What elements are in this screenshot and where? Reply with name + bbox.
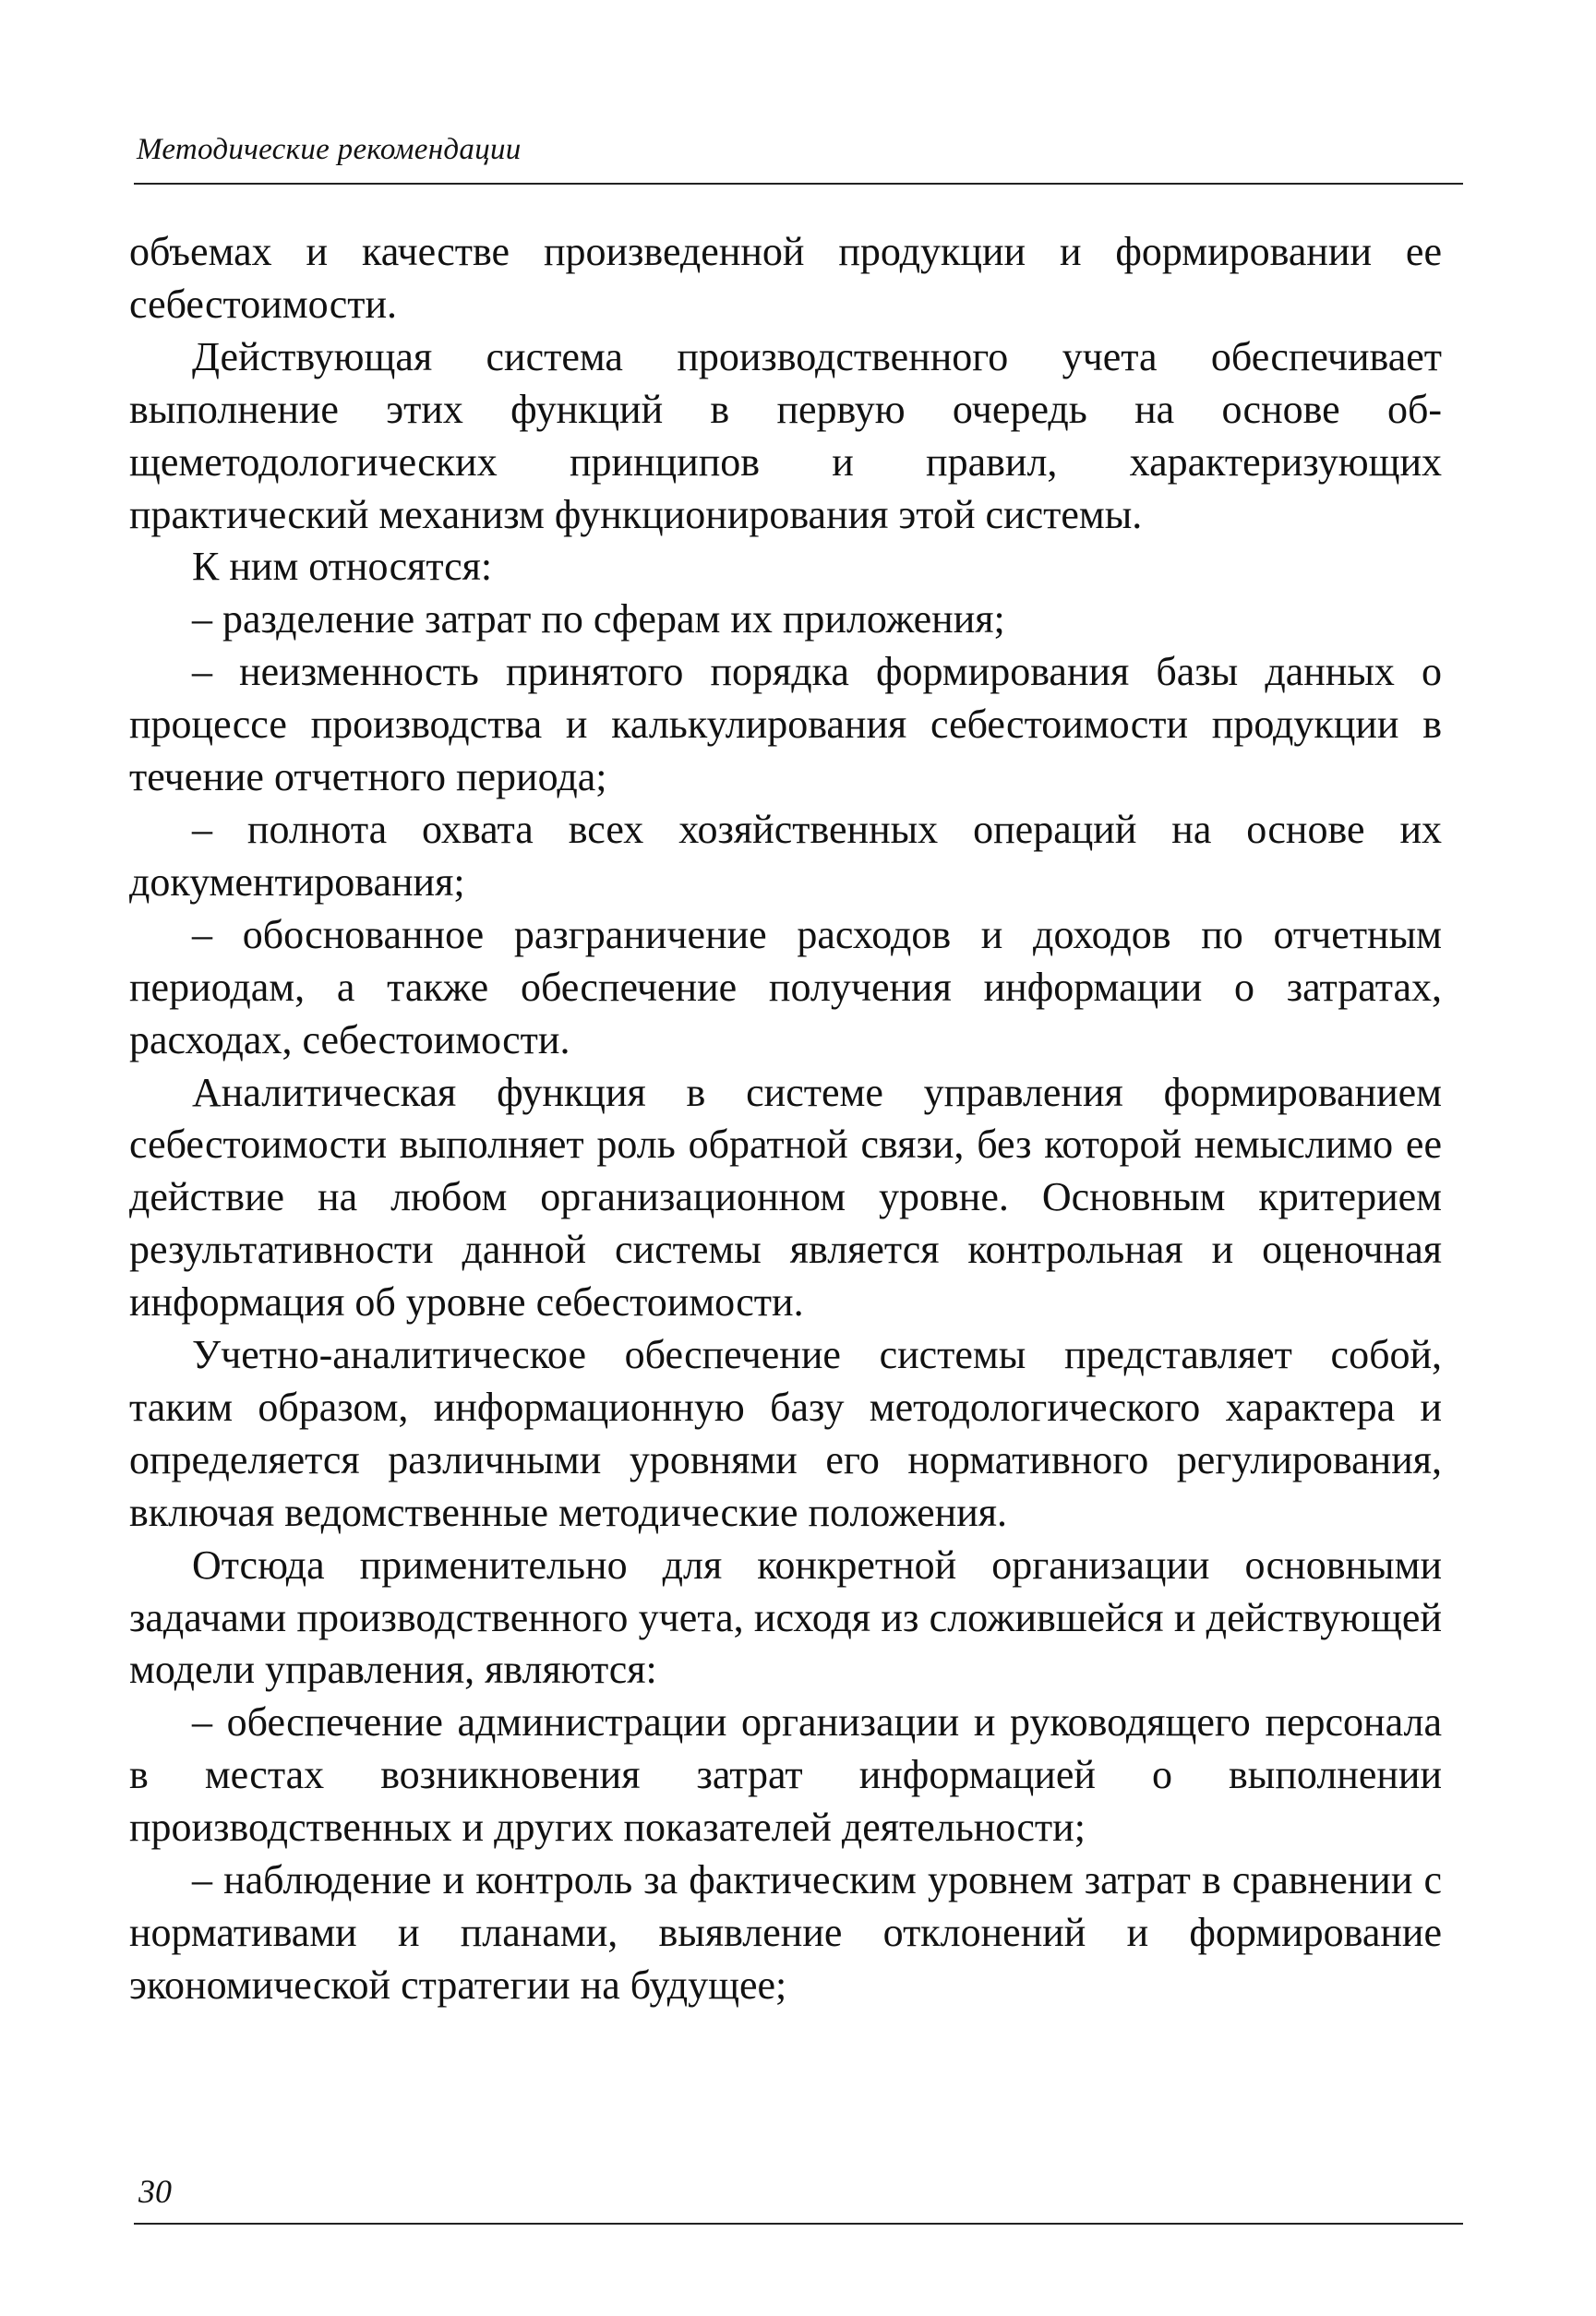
list-item: – полнота охвата всех хозяйственных операций на основе их документирования; [129,806,1442,905]
header-rule [134,183,1463,185]
page-number: 30 [138,2173,172,2210]
paragraph: Отсюда применительно для конкретной организации основными задачами производственного учета, исходя из сложившейся и действующей модели управления, являются: [129,1542,1442,1693]
paragraph: Действующая система производственного учета обеспечивает выполнение этих функций в первую очередь на основе общеметодологических принципов и правил, характеризующих практический механизм функционирования этой системы. [129,333,1442,537]
list-item: – обоснованное разграничение расходов и доходов по отчетным периодам, а также обеспечение получения информации о затратах, расходах, себестоимости. [129,911,1442,1062]
paragraph: Аналитическая функция в системе управления формированием себестоимости выполняет роль обратной связи, без которой немыслимо ее действие на любом организационном уровне. Основным критерием результативности данной системы является контрольная и оценочная информация об уровне себестоимости. [129,1069,1442,1326]
running-header: Методические рекомендации [137,133,522,166]
page-body [129,226,1442,2012]
footer-rule [134,2223,1463,2225]
list-item: – наблюдение и контроль за фактическим уровнем затрат в сравнении с нормативами и планами, выявление отклонений и формирование экономической стратегии на будущее; [129,1857,1442,2008]
list-item: – разделение затрат по сферам их приложения; [192,596,1005,642]
paragraph: Учетно-аналитическое обеспечение системы представляет собой, таким образом, информационную базу методологического характера и определяется различными уровнями его нормативного регулирования, включая ведомственные методические положения. [129,1332,1442,1535]
paragraph-continuation: объемах и качестве произведенной продукции и формировании ее себестоимости. [129,229,1442,327]
paragraph: К ним относятся: [192,544,493,590]
list-item: – обеспечение администрации организации и руководящего персонала в местах возникновения затрат информацией о выполнении производственных и других показателей деятельности; [129,1699,1442,1851]
list-item: – неизменность принятого порядка формирования базы данных о процессе производства и калькулирования себестоимости продукции в течение отчетного периода; [129,649,1442,800]
